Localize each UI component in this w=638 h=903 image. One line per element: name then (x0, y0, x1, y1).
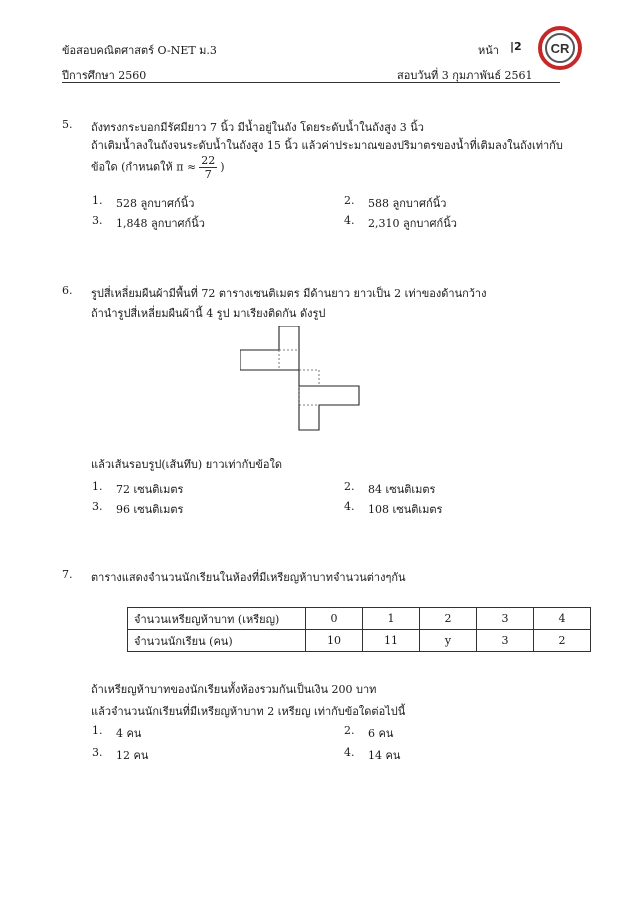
school-logo (538, 26, 582, 70)
coin-table (127, 607, 591, 652)
table-row-label: จำนวนเหรียญห้าบาท (เหรียญ) (128, 608, 306, 630)
pi-frac-numerator: 22 (201, 154, 216, 167)
pi-frac-denominator: 7 (204, 168, 212, 181)
q7-line2: ถ้าเหรียญห้าบาทของนักเรียนทั้งห้องรวมกันเป็นเงิน 200 บาท (91, 683, 377, 696)
q5-option-2[interactable]: 588 ลูกบาศก์นิ้ว (368, 197, 447, 210)
q6-option-2[interactable]: 84 เซนติเมตร (368, 483, 436, 496)
pi-fraction (199, 154, 217, 181)
q7-option-1[interactable]: 4 คน (116, 727, 142, 740)
header-academic-year: ปีการศึกษา 2560 (62, 69, 147, 82)
table-cell: 1 (363, 608, 420, 630)
q7-line1: ตารางแสดงจำนวนนักเรียนในห้องที่มีเหรียญห้าบาทจำนวนต่างๆกัน (91, 571, 406, 584)
header-page-label: หน้า (478, 44, 499, 57)
table-cell: 0 (306, 608, 363, 630)
q5-number: 5. (62, 118, 73, 131)
q5-option-2-num[interactable]: 2. (344, 194, 355, 207)
q6-option-1[interactable]: 72 เซนติเมตร (116, 483, 184, 496)
q7-line3: แล้วจำนวนนักเรียนที่มีเหรียญห้าบาท 2 เหรียญ เท่ากับข้อใดต่อไปนี้ (91, 705, 406, 718)
q7-option-4-num[interactable]: 4. (344, 746, 355, 759)
table-row (128, 630, 591, 652)
q7-option-3-num[interactable]: 3. (92, 746, 103, 759)
table-cell: 3 (477, 630, 534, 652)
q5-option-3-num[interactable]: 3. (92, 214, 103, 227)
q7-option-2[interactable]: 6 คน (368, 727, 394, 740)
table-cell: 10 (306, 630, 363, 652)
figure-solid-outline (240, 326, 359, 430)
q7-option-2-num[interactable]: 2. (344, 724, 355, 737)
q6-option-4[interactable]: 108 เซนติเมตร (368, 503, 443, 516)
q6-option-3-num[interactable]: 3. (92, 500, 103, 513)
table-row (128, 608, 591, 630)
logo-text: CR (550, 41, 570, 56)
q5-line3-prefix: ข้อใด (กำหนดให้ π ≈ (91, 160, 197, 174)
rectangles-figure (240, 326, 370, 432)
q7-option-1-num[interactable]: 1. (92, 724, 103, 737)
table-cell: 2 (534, 630, 591, 652)
q5-line2: ถ้าเติมน้ำลงในถังจนระดับน้ำในถังสูง 15 นิ้ว แล้วค่าประมาณของปริมาตรของน้ำที่เติมลงในถังเท่ากับ (91, 139, 563, 152)
header-exam-date: สอบวันที่ 3 กุมภาพันธ์ 2561 (397, 69, 533, 82)
q6-option-1-num[interactable]: 1. (92, 480, 103, 493)
q5-option-4-num[interactable]: 4. (344, 214, 355, 227)
q5-option-3[interactable]: 1,848 ลูกบาศก์นิ้ว (116, 217, 205, 230)
q5-line3-suffix: ) (220, 160, 225, 174)
q6-line1: รูปสี่เหลี่ยมผืนผ้ามีพื้นที่ 72 ตารางเซนติเมตร มีด้านยาว ยาวเป็น 2 เท่าของด้านกว้าง (91, 287, 487, 300)
q6-option-3[interactable]: 96 เซนติเมตร (116, 503, 184, 516)
table-cell: 2 (420, 608, 477, 630)
q5-line1: ถังทรงกระบอกมีรัศมียาว 7 นิ้ว มีน้ำอยู่ในถัง โดยระดับน้ำในถังสูง 3 นิ้ว (91, 121, 424, 134)
q5-option-1-num[interactable]: 1. (92, 194, 103, 207)
q5-option-1[interactable]: 528 ลูกบาศก์นิ้ว (116, 197, 195, 210)
header-subject: ข้อสอบคณิตศาสตร์ O-NET ม.3 (62, 44, 217, 57)
q6-option-2-num[interactable]: 2. (344, 480, 355, 493)
table-row-label: จำนวนนักเรียน (คน) (128, 630, 306, 652)
q5-line3 (91, 154, 225, 181)
table-cell: 11 (363, 630, 420, 652)
header-page-number: |2 (510, 40, 522, 53)
q7-number: 7. (62, 568, 73, 581)
q5-option-4[interactable]: 2,310 ลูกบาศก์นิ้ว (368, 217, 457, 230)
header-rule (62, 82, 560, 83)
table-cell: 4 (534, 608, 591, 630)
q6-line3: แล้วเส้นรอบรูป(เส้นทึบ) ยาวเท่ากับข้อใด (91, 458, 282, 471)
q7-option-4[interactable]: 14 คน (368, 749, 401, 762)
q6-option-4-num[interactable]: 4. (344, 500, 355, 513)
q7-option-3[interactable]: 12 คน (116, 749, 149, 762)
table-cell: 3 (477, 608, 534, 630)
table-cell: y (420, 630, 477, 652)
q6-line2: ถ้านำรูปสี่เหลี่ยมผืนผ้านี้ 4 รูป มาเรียงติดกัน ดังรูป (91, 307, 326, 320)
q6-number: 6. (62, 284, 73, 297)
